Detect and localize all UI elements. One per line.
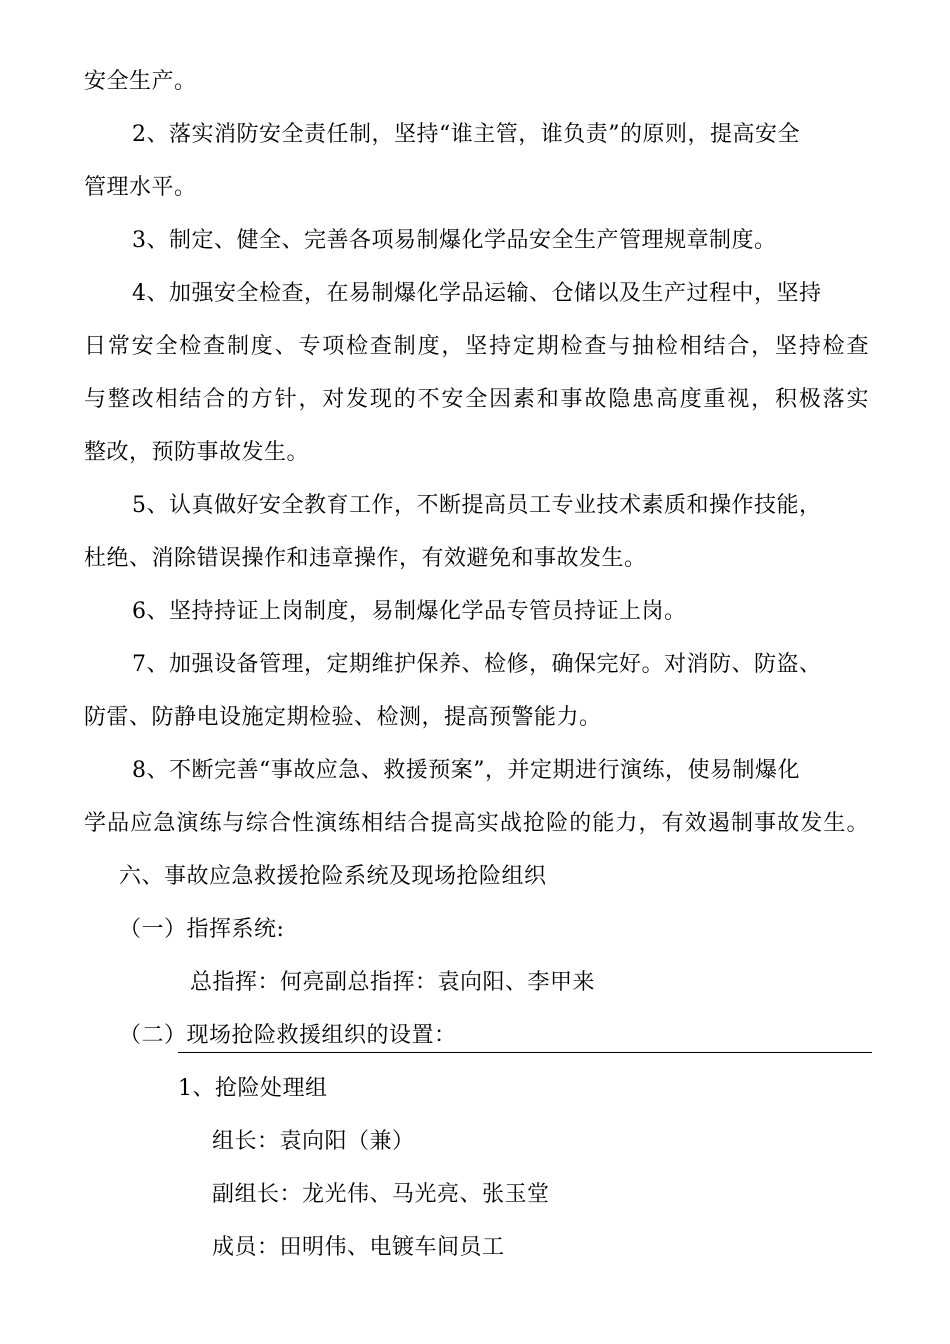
- member-line: 组长：袁向阳（兼）: [212, 1129, 415, 1154]
- member-line: 成员：田明伟、电镀车间员工: [212, 1235, 505, 1260]
- command-line: 总指挥：何亮副总指挥：袁向阳、李甲来: [190, 970, 596, 995]
- paragraph-line: 管理水平。: [84, 175, 197, 200]
- member-line: 副组长：龙光伟、马光亮、张玉堂: [212, 1182, 550, 1207]
- section-heading: 六、事故应急救援抢险系统及现场抢险组织: [119, 864, 547, 889]
- paragraph-line: 6、坚持持证上岗制度，易制爆化学品专管员持证上岗。: [132, 599, 687, 624]
- paragraph-line: 8、不断完善“事故应急、救援预案”，并定期进行演练，使易制爆化: [132, 758, 800, 783]
- group-heading: 1、抢险处理组: [178, 1076, 328, 1101]
- paragraph-line: 与整改相结合的方针，对发现的不安全因素和事故隐患高度重视，积极落实: [84, 387, 869, 412]
- paragraph-line: 5、认真做好安全教育工作，不断提高员工专业技术素质和操作技能，: [132, 493, 822, 518]
- paragraph-line: 杜绝、消除错误操作和违章操作，有效避免和事故发生。: [84, 546, 647, 571]
- paragraph-line: 3、制定、健全、完善各项易制爆化学品安全生产管理规章制度。: [132, 228, 777, 253]
- paragraph-line: 日常安全检查制度、专项检查制度，坚持定期检查与抽检相结合，坚持检查: [84, 334, 869, 359]
- paragraph-line: 学品应急演练与综合性演练相结合提高实战抢险的能力，有效遏制事故发生。: [84, 811, 869, 836]
- subsection-heading: （一）指挥系统:: [119, 917, 285, 942]
- horizontal-rule: [178, 1052, 872, 1053]
- paragraph-line: 4、加强安全检查，在易制爆化学品运输、仓储以及生产过程中，坚持: [132, 281, 822, 306]
- paragraph-line: 防雷、防静电设施定期检验、检测，提高预警能力。: [84, 705, 602, 730]
- paragraph-line: 整改，预防事故发生。: [84, 440, 310, 465]
- subsection-heading: （二）现场抢险救援组织的设置：: [119, 1023, 457, 1048]
- paragraph-line: 2、落实消防安全责任制，坚持“谁主管，谁负责”的原则，提高安全: [132, 122, 800, 147]
- paragraph-line: 安全生产。: [84, 69, 197, 94]
- paragraph-line: 7、加强设备管理，定期维护保养、检修，确保完好。对消防、防盗、: [132, 652, 822, 677]
